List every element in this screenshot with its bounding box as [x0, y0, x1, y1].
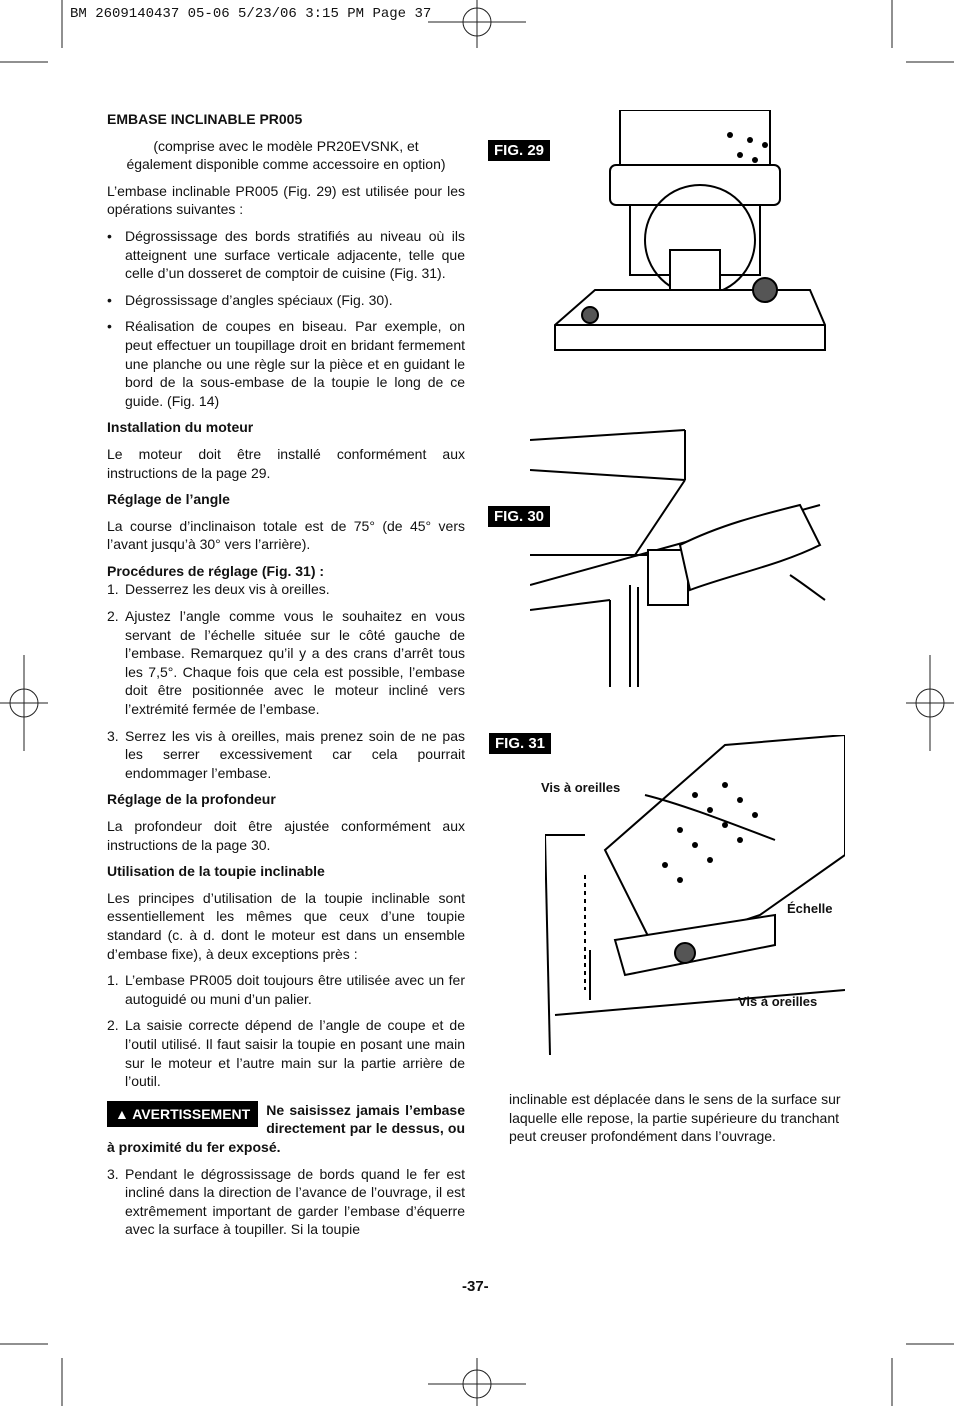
- step-item: 3. Serrez les vis à oreilles, mais prenez soin de ne pas les serrer excessivement car cela pourrait endommager l’embase.: [107, 727, 465, 781]
- bullet-item: • Dégrossissage des bords stratifiés au niveau où ils atteignent une surface verticale adjacente, telle que celle d’un dosseret de comptoir de cuisine (Fig. 31).: [107, 227, 465, 282]
- fig31-label-echelle: Échelle: [787, 901, 833, 916]
- warning-block: [107, 1101, 465, 1157]
- use-step-item: 1. L’embase PR005 doit toujours être utilisée avec un fer autoguidé ou muni d’un palier.: [107, 972, 465, 1007]
- right-column-text: inclinable est déplacée dans le sens de la surface sur laquelle elle repose, la partie supérieure du tranchant peut creuser profondément dans l’ouvrage.: [509, 1091, 841, 1145]
- fig31-label: FIG. 31: [489, 733, 551, 754]
- heading-install: Installation du moteur: [107, 419, 254, 436]
- heading-use: Utilisation de la toupie inclinable: [107, 863, 325, 880]
- fig30-corner-trim-illustration: [530, 425, 830, 690]
- print-header: BM 2609140437 05-06 5/23/06 3:15 PM Page 37: [70, 6, 432, 22]
- fig30-label: FIG. 30: [488, 506, 550, 527]
- heading-depth: Réglage de la profondeur: [107, 791, 276, 808]
- step-item: 3. Pendant le dégrossissage de bords quand le fer est incliné dans la direction de l’avance de l’ouvrage, il est extrêmement important de garder l’embase d’équerre avec la surface à toupiller. Si la toupie: [107, 1165, 465, 1238]
- warning-badge: ▲ AVERTISSEMENT: [107, 1101, 258, 1127]
- paragraph-install: Le moteur doit être installé conformément aux instructions de la page 29.: [107, 445, 465, 481]
- section-subtitle: (comprise avec le modèle PR20EVSNK, et également disponible comme accessoire en option): [126, 137, 446, 173]
- paragraph-depth: La profondeur doit être ajustée conformément aux instructions de la page 30.: [107, 818, 465, 853]
- heading-angle: Réglage de l’angle: [107, 491, 230, 508]
- heading-procedures: Procédures de réglage (Fig. 31) :: [107, 562, 325, 579]
- bullet-item: • Réalisation de coupes en biseau. Par exemple, on peut effectuer un toupillage droit en bridant fermement une planche ou une règle sur la pièce et en guidant le bord de la sous-embase de la toupie le long de ce guide. (Fig. 14): [107, 318, 465, 409]
- bullet-item: • Dégrossissage d’angles spéciaux (Fig. 30).: [107, 291, 393, 308]
- paragraph-use: Les principes d’utilisation de la toupie inclinable sont essentiellement les mêmes que ceux d’une toupie standard (c. à d. dont le moteur est dans un ensemble d’embase fixe), à deux exceptions près :: [107, 889, 465, 962]
- fig29-label: FIG. 29: [488, 140, 550, 161]
- fig31-label-vis-top: Vis à oreilles: [541, 780, 621, 795]
- page-number: -37-: [462, 1278, 489, 1295]
- section-title: EMBASE INCLINABLE PR005: [107, 111, 303, 127]
- use-step-item: 2. La saisie correcte dépend de l’angle de coupe et de l’outil utilisé. Il faut saisir la toupie en posant une main sur le moteur et l’autre main sur la partie arrière de l’outil.: [107, 1017, 465, 1090]
- step-item: 1. Desserrez les deux vis à oreilles.: [107, 581, 330, 598]
- fig31-label-vis-bottom: Vis à oreilles: [738, 994, 818, 1009]
- paragraph-angle: La course d’inclinaison totale est de 75° (de 45° vers l’avant jusqu’à 30° vers l’arrière).: [107, 517, 465, 553]
- left-column: [107, 110, 465, 1247]
- step-item: 2. Ajustez l’angle comme vous le souhaitez en vous servant de l’échelle située sur le côté gauche de l’embase. Remarquez qu’il y a des crans d’arrêt tous les 7,5°. Chaque fois que cela est possible, l’embase doit être positionnée avec le moteur incliné vers l’extrémité fermée de l’embase.: [107, 608, 465, 718]
- warning-icon: ▲: [115, 1105, 129, 1122]
- intro-paragraph: L’embase inclinable PR005 (Fig. 29) est utilisée pour les opérations suivantes :: [107, 182, 465, 218]
- fig29-tilt-base-illustration: [550, 110, 850, 360]
- warning-text: Ne saisissez jamais l’embase directement par le dessus, ou à proximité du fer exposé.: [107, 1101, 465, 1155]
